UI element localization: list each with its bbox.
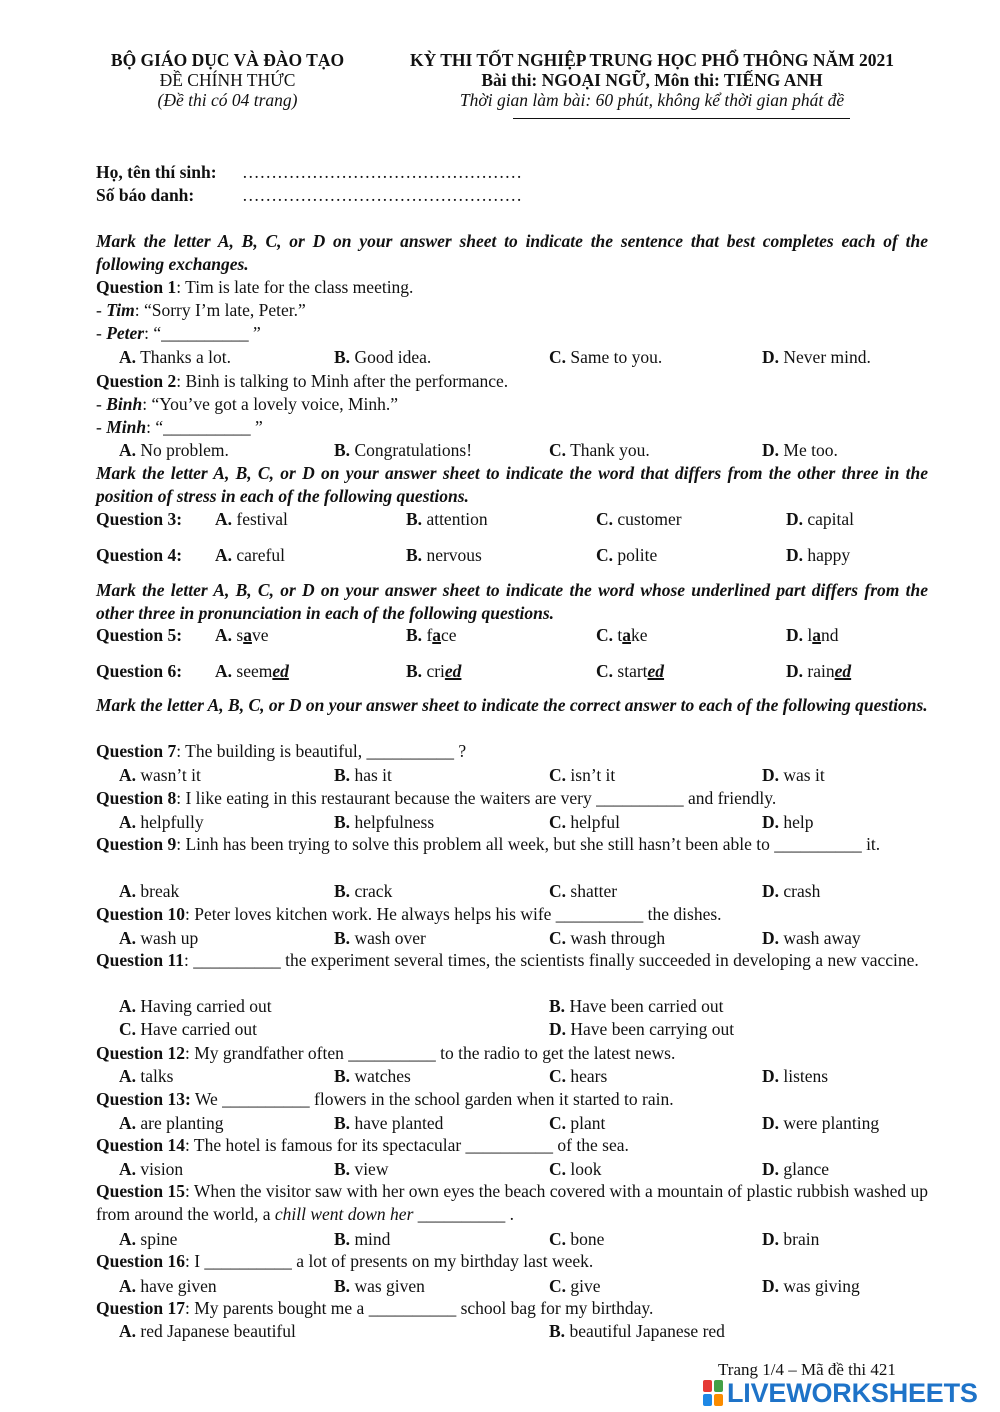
option-text: Having carried out xyxy=(140,996,272,1016)
question-6-label: Question 6: xyxy=(96,661,183,681)
option-letter: D. xyxy=(762,881,780,901)
time-note: Thời gian làm bài: 60 phút, không kể thời gian phát đề xyxy=(459,90,845,110)
question-label: Question 3 xyxy=(96,509,177,529)
option-letter: D. xyxy=(786,625,804,645)
underlined-part: a xyxy=(622,625,632,645)
option-letter: A. xyxy=(119,765,137,785)
option-letter: B. xyxy=(334,347,351,367)
q2-line-1: - Binh: “You’ve got a lovely voice, Minh.” xyxy=(96,394,399,414)
option-letter: B. xyxy=(334,812,351,832)
option-letter: B. xyxy=(334,928,351,948)
underlined-part: ed xyxy=(647,661,665,681)
question-stem: : I like eating in this restaurant because the waiters are very __________ and friendly. xyxy=(176,788,777,808)
q12-option-a[interactable] xyxy=(119,1065,173,1087)
option-letter: A. xyxy=(119,1113,137,1133)
option-text: Have been carrying out xyxy=(570,1019,735,1039)
question-stem: We __________ flowers in the school garden when it started to rain. xyxy=(190,1089,674,1109)
q5-option-b[interactable] xyxy=(406,624,457,646)
q10-option-b[interactable] xyxy=(334,927,426,949)
option-text: Good idea. xyxy=(354,347,432,367)
q12-option-b[interactable] xyxy=(334,1065,411,1087)
option-text: view xyxy=(354,1159,389,1179)
q6-option-d[interactable] xyxy=(786,660,851,682)
speech: : “__________ ” xyxy=(144,323,261,343)
speaker: Binh xyxy=(106,394,143,414)
q1-option-d[interactable] xyxy=(762,346,871,368)
question-10 xyxy=(96,903,722,925)
ministry-name: BỘ GIÁO DỤC VÀ ĐÀO TẠO xyxy=(110,50,345,70)
option-letter: C. xyxy=(549,928,567,948)
word-part: s xyxy=(236,625,244,645)
official-label: ĐỀ CHÍNH THỨC xyxy=(159,70,296,90)
q4-option-d[interactable] xyxy=(786,544,850,566)
q6-option-c[interactable] xyxy=(596,660,664,682)
option-letter: B. xyxy=(334,440,351,460)
option-letter: D. xyxy=(762,440,780,460)
question-7 xyxy=(96,740,466,762)
q9-option-d[interactable] xyxy=(762,880,820,902)
question-label: Question 1 xyxy=(96,277,177,297)
underlined-part: a xyxy=(243,625,252,645)
option-letter: D. xyxy=(762,1066,780,1086)
option-text: Never mind. xyxy=(783,347,871,367)
q8-option-c[interactable] xyxy=(549,811,620,833)
question-label: Question 17 xyxy=(96,1298,185,1318)
option-letter: D. xyxy=(762,812,780,832)
question-stem: : My grandfather often __________ to the radio to get the latest news. xyxy=(184,1043,676,1063)
instruction-correct-answer: Mark the letter A, B, C, or D on your answer sheet to indicate the correct answer to each of the following questions. xyxy=(96,695,928,715)
option-text: help xyxy=(783,812,814,832)
option-letter: B. xyxy=(406,661,423,681)
candidate-name-row xyxy=(96,161,522,183)
question-3-label: Question 3: xyxy=(96,509,183,529)
question-4-label: Question 4: xyxy=(96,545,183,565)
option-text: crack xyxy=(354,881,393,901)
option-letter: C. xyxy=(549,1229,567,1249)
option-letter: B. xyxy=(334,881,351,901)
q2-option-c[interactable] xyxy=(549,439,650,461)
q6-option-b[interactable] xyxy=(406,660,461,682)
word-part: start xyxy=(617,661,648,681)
liveworksheets-mark-icon xyxy=(703,1380,723,1406)
q5-option-d[interactable] xyxy=(786,624,839,646)
q11-option-d[interactable] xyxy=(549,1018,734,1040)
question-stem: : The building is beautiful, __________ ? xyxy=(176,741,467,761)
option-letter: A. xyxy=(215,509,233,529)
option-letter: C. xyxy=(549,1113,567,1133)
q2-option-a[interactable] xyxy=(119,439,229,461)
option-text: spine xyxy=(140,1229,178,1249)
question-stem: : Peter loves kitchen work. He always helps his wife __________ the dishes. xyxy=(184,904,722,924)
word-part: l xyxy=(807,625,813,645)
option-text: Have carried out xyxy=(140,1019,257,1039)
option-letter: D. xyxy=(762,765,780,785)
q11-option-a[interactable] xyxy=(119,995,272,1017)
speaker: Tim xyxy=(106,300,135,320)
header-right xyxy=(372,50,932,110)
option-text: was it xyxy=(783,765,825,785)
option-letter: D. xyxy=(786,545,804,565)
option-text: capital xyxy=(807,509,855,529)
word-part: rain xyxy=(807,661,835,681)
q3-option-d[interactable] xyxy=(786,508,854,530)
option-text: vision xyxy=(140,1159,184,1179)
question-13 xyxy=(96,1088,674,1110)
option-letter: B. xyxy=(334,1229,351,1249)
liveworksheets-logo[interactable] xyxy=(703,1378,978,1408)
option-text: isn’t it xyxy=(570,765,616,785)
question-label: Question 7 xyxy=(96,741,177,761)
underlined-part: a xyxy=(432,625,442,645)
option-text: have given xyxy=(140,1276,217,1296)
page-footer: Trang 1/4 – Mã đề thi 421 xyxy=(718,1360,896,1379)
candidate-name-label: Họ, tên thí sinh: xyxy=(96,162,217,182)
question-11 xyxy=(96,949,928,972)
question-8 xyxy=(96,787,776,809)
header-left xyxy=(95,50,360,110)
option-letter: C. xyxy=(549,812,567,832)
option-letter: B. xyxy=(549,996,566,1016)
option-text: have planted xyxy=(354,1113,444,1133)
header-divider xyxy=(513,118,850,119)
option-letter: B. xyxy=(406,625,423,645)
option-text: Thanks a lot. xyxy=(140,347,231,367)
q15-option-b[interactable] xyxy=(334,1228,390,1250)
q2-line-2: - Minh: “__________ ” xyxy=(96,417,263,437)
question-label: Question 16 xyxy=(96,1251,185,1271)
option-letter: D. xyxy=(549,1019,567,1039)
q10-option-a[interactable] xyxy=(119,927,198,949)
option-text: bone xyxy=(570,1229,605,1249)
q12-option-c[interactable] xyxy=(549,1065,607,1087)
option-text: brain xyxy=(783,1229,820,1249)
option-text: wasn’t it xyxy=(140,765,201,785)
q3-option-a[interactable] xyxy=(215,508,288,530)
q7-option-d[interactable] xyxy=(762,764,825,786)
question-5-label: Question 5: xyxy=(96,625,183,645)
option-letter: D. xyxy=(762,1113,780,1133)
option-text: helpfulness xyxy=(354,812,435,832)
option-text: are planting xyxy=(140,1113,224,1133)
q6-option-a[interactable] xyxy=(215,660,289,682)
option-text: crash xyxy=(783,881,821,901)
q10-option-c[interactable] xyxy=(549,927,665,949)
q1-option-c[interactable] xyxy=(549,346,662,368)
candidate-name-field[interactable]: ………………………………………… xyxy=(242,162,522,182)
option-text: customer xyxy=(617,509,682,529)
question-label: Question 6 xyxy=(96,661,177,681)
option-text: festival xyxy=(236,509,288,529)
question-label: Question 11 xyxy=(96,950,185,970)
option-text: beautiful Japanese red xyxy=(569,1321,725,1341)
question-stem-blank: __________ . xyxy=(413,1203,514,1224)
option-text: wash away xyxy=(783,928,861,948)
underlined-part: ed xyxy=(272,661,289,681)
q5-option-c[interactable] xyxy=(596,624,648,646)
question-label: Question 10 xyxy=(96,904,185,924)
option-text: Have been carried out xyxy=(569,996,724,1016)
option-letter: D. xyxy=(762,1276,780,1296)
exam-title: KỲ THI TỐT NGHIỆP TRUNG HỌC PHỔ THÔNG NĂM 2021 xyxy=(409,50,895,70)
question-label: Question 13: xyxy=(96,1089,191,1109)
option-letter: C. xyxy=(596,661,614,681)
candidate-id-field[interactable]: ………………………………………… xyxy=(242,185,522,205)
q8-option-a[interactable] xyxy=(119,811,204,833)
option-letter: C. xyxy=(549,1159,567,1179)
option-letter: A. xyxy=(119,1276,137,1296)
word-part: ce xyxy=(441,625,457,645)
option-letter: B. xyxy=(334,1159,351,1179)
option-letter: A. xyxy=(119,928,137,948)
q16-option-b[interactable] xyxy=(334,1275,425,1297)
question-stem: : Binh is talking to Minh after the performance. xyxy=(176,371,509,391)
question-stem-italic: chill went down her xyxy=(274,1203,414,1224)
option-letter: C. xyxy=(549,440,567,460)
option-letter: C. xyxy=(596,625,614,645)
option-text: watches xyxy=(354,1066,411,1086)
speaker: Minh xyxy=(106,417,147,437)
option-letter: A. xyxy=(215,545,233,565)
q8-option-b[interactable] xyxy=(334,811,434,833)
q8-option-d[interactable] xyxy=(762,811,814,833)
option-text: wash up xyxy=(140,928,199,948)
question-label: Question 5 xyxy=(96,625,177,645)
q14-option-d[interactable] xyxy=(762,1158,829,1180)
option-letter: C. xyxy=(549,1276,567,1296)
option-text: give xyxy=(570,1276,601,1296)
q9-option-a[interactable] xyxy=(119,880,179,902)
option-letter: D. xyxy=(762,347,780,367)
q7-option-b[interactable] xyxy=(334,764,392,786)
option-letter: B. xyxy=(334,765,351,785)
option-letter: C. xyxy=(596,509,614,529)
q1-line-1: - Tim: “Sorry I’m late, Peter.” xyxy=(96,300,306,320)
option-letter: C. xyxy=(549,1066,567,1086)
q2-option-b[interactable] xyxy=(334,439,472,461)
option-text: look xyxy=(570,1159,602,1179)
word-part: cri xyxy=(426,661,445,681)
option-text: helpful xyxy=(570,812,620,832)
q4-option-c[interactable] xyxy=(596,544,657,566)
word-part: nd xyxy=(821,625,839,645)
option-letter: C. xyxy=(596,545,614,565)
q7-option-a[interactable] xyxy=(119,764,201,786)
q1-option-b[interactable] xyxy=(334,346,431,368)
question-1 xyxy=(96,276,413,298)
q16-option-d[interactable] xyxy=(762,1275,860,1297)
option-letter: C. xyxy=(549,347,567,367)
question-label: Question 15 xyxy=(96,1181,185,1201)
option-letter: D. xyxy=(762,1229,780,1249)
option-letter: A. xyxy=(119,812,137,832)
liveworksheets-wordmark: LIVEWORKSHEETS xyxy=(727,1377,978,1408)
q17-option-a[interactable] xyxy=(119,1320,296,1342)
instruction-stress: Mark the letter A, B, C, or D on your answer sheet to indicate the word that differs from the other three in the position of stress in each of the following questions. xyxy=(96,463,928,506)
question-label: Question 4 xyxy=(96,545,177,565)
q14-option-b[interactable] xyxy=(334,1158,388,1180)
option-letter: A. xyxy=(215,625,233,645)
option-letter: B. xyxy=(334,1276,351,1296)
question-label: Question 2 xyxy=(96,371,177,391)
option-letter: C. xyxy=(119,1019,137,1039)
option-text: was giving xyxy=(783,1276,860,1296)
question-9 xyxy=(96,833,928,856)
q13-option-c[interactable] xyxy=(549,1112,605,1134)
option-letter: A. xyxy=(119,1159,137,1179)
q4-option-b[interactable] xyxy=(406,544,482,566)
question-stem: : My parents bought me a __________ school bag for my birthday. xyxy=(184,1298,654,1318)
q13-option-b[interactable] xyxy=(334,1112,443,1134)
option-text: plant xyxy=(570,1113,606,1133)
option-letter: A. xyxy=(119,347,137,367)
speaker: Peter xyxy=(106,323,145,343)
q17-option-b[interactable] xyxy=(549,1320,725,1342)
option-text: Same to you. xyxy=(570,347,663,367)
q2-option-d[interactable] xyxy=(762,439,838,461)
option-text: Me too. xyxy=(783,440,838,460)
option-text: polite xyxy=(617,545,658,565)
option-text: mind xyxy=(354,1229,391,1249)
option-text: wash through xyxy=(570,928,666,948)
option-text: nervous xyxy=(426,545,482,565)
option-letter: B. xyxy=(334,1066,351,1086)
option-text: attention xyxy=(426,509,488,529)
candidate-id-label: Số báo danh: xyxy=(96,185,195,205)
option-text: red Japanese beautiful xyxy=(140,1321,296,1341)
option-text: careful xyxy=(236,545,285,565)
question-label: Question 14 xyxy=(96,1135,185,1155)
word-part: t xyxy=(617,625,623,645)
question-label: Question 12 xyxy=(96,1043,185,1063)
underlined-part: ed xyxy=(444,661,462,681)
option-text: break xyxy=(140,881,180,901)
q11-option-b[interactable] xyxy=(549,995,723,1017)
q7-option-c[interactable] xyxy=(549,764,615,786)
q3-option-b[interactable] xyxy=(406,508,488,530)
q16-option-c[interactable] xyxy=(549,1275,601,1297)
option-text: Congratulations! xyxy=(354,440,473,460)
q9-option-b[interactable] xyxy=(334,880,392,902)
option-letter: A. xyxy=(119,1229,137,1249)
option-text: has it xyxy=(354,765,392,785)
option-letter: B. xyxy=(334,1113,351,1133)
option-text: Thank you. xyxy=(570,440,650,460)
option-text: helpfully xyxy=(140,812,204,832)
option-letter: D. xyxy=(786,661,804,681)
question-label: Question 8 xyxy=(96,788,177,808)
speech: : “You’ve got a lovely voice, Minh.” xyxy=(142,394,399,414)
option-text: happy xyxy=(807,545,851,565)
option-letter: B. xyxy=(549,1321,566,1341)
option-letter: B. xyxy=(406,545,423,565)
q12-option-d[interactable] xyxy=(762,1065,828,1087)
question-15 xyxy=(96,1180,928,1225)
speech: : “Sorry I’m late, Peter.” xyxy=(134,300,306,320)
q9-option-c[interactable] xyxy=(549,880,617,902)
pages-note: (Đề thi có 04 trang) xyxy=(157,90,298,110)
question-stem: : When the visitor saw with her own eyes the beach covered with a mountain of plastic rubbish washed up from around the world, a xyxy=(96,1181,928,1224)
q15-option-a[interactable] xyxy=(119,1228,177,1250)
word-part: ke xyxy=(631,625,648,645)
option-text: listens xyxy=(783,1066,829,1086)
word-part: seem xyxy=(236,661,273,681)
option-letter: A. xyxy=(119,1066,137,1086)
question-stem: : __________ the experiment several times, the scientists finally succeeded in developing a new vaccine. xyxy=(184,950,919,970)
question-14 xyxy=(96,1134,629,1156)
word-part: f xyxy=(426,625,433,645)
q15-option-c[interactable] xyxy=(549,1228,604,1250)
option-text: talks xyxy=(140,1066,174,1086)
question-stem: : I __________ a lot of presents on my birthday last week. xyxy=(184,1251,594,1271)
option-text: were planting xyxy=(783,1113,880,1133)
q4-option-a[interactable] xyxy=(215,544,285,566)
question-16 xyxy=(96,1250,593,1272)
option-letter: D. xyxy=(762,928,780,948)
exam-subject: Bài thi: NGOẠI NGỮ, Môn thi: TIẾNG ANH xyxy=(481,70,823,90)
candidate-id-row xyxy=(96,184,522,206)
option-text: glance xyxy=(783,1159,830,1179)
q14-option-a[interactable] xyxy=(119,1158,183,1180)
question-2 xyxy=(96,370,508,392)
q5-option-a[interactable] xyxy=(215,624,268,646)
instruction-exchanges: Mark the letter A, B, C, or D on your answer sheet to indicate the sentence that best completes each of the following exchanges. xyxy=(96,231,928,274)
option-letter: A. xyxy=(119,881,137,901)
q1-line-2: - Peter: “__________ ” xyxy=(96,323,261,343)
q1-option-a[interactable] xyxy=(119,346,231,368)
option-letter: B. xyxy=(406,509,423,529)
option-letter: D. xyxy=(762,1159,780,1179)
underlined-part: a xyxy=(812,625,822,645)
option-letter: A. xyxy=(119,440,137,460)
option-text: shatter xyxy=(570,881,618,901)
q10-option-d[interactable] xyxy=(762,927,861,949)
q14-option-c[interactable] xyxy=(549,1158,602,1180)
option-letter: A. xyxy=(119,1321,137,1341)
speech: : “__________ ” xyxy=(146,417,263,437)
q16-option-a[interactable] xyxy=(119,1275,217,1297)
question-stem: : Linh has been trying to solve this problem all week, but she still hasn’t been able to __________ it. xyxy=(176,834,881,854)
option-letter: A. xyxy=(119,996,137,1016)
q13-option-a[interactable] xyxy=(119,1112,223,1134)
q15-option-d[interactable] xyxy=(762,1228,819,1250)
option-text: hears xyxy=(570,1066,608,1086)
q13-option-d[interactable] xyxy=(762,1112,879,1134)
instruction-pronunciation: Mark the letter A, B, C, or D on your answer sheet to indicate the word whose underlined part differs from the other three in pronunciation in each of the following questions. xyxy=(96,580,928,623)
option-text: wash over xyxy=(354,928,426,948)
question-17 xyxy=(96,1297,653,1319)
option-letter: C. xyxy=(549,881,567,901)
option-letter: D. xyxy=(786,509,804,529)
option-letter: C. xyxy=(549,765,567,785)
q11-option-c[interactable] xyxy=(119,1018,257,1040)
option-letter: A. xyxy=(215,661,233,681)
question-12 xyxy=(96,1042,675,1064)
option-text: was given xyxy=(354,1276,425,1296)
question-label: Question 9 xyxy=(96,834,177,854)
question-stem: : Tim is late for the class meeting. xyxy=(176,277,414,297)
underlined-part: ed xyxy=(834,661,852,681)
q3-option-c[interactable] xyxy=(596,508,682,530)
option-text: No problem. xyxy=(140,440,229,460)
word-part: ve xyxy=(251,625,269,645)
question-stem: : The hotel is famous for its spectacular __________ of the sea. xyxy=(184,1135,629,1155)
